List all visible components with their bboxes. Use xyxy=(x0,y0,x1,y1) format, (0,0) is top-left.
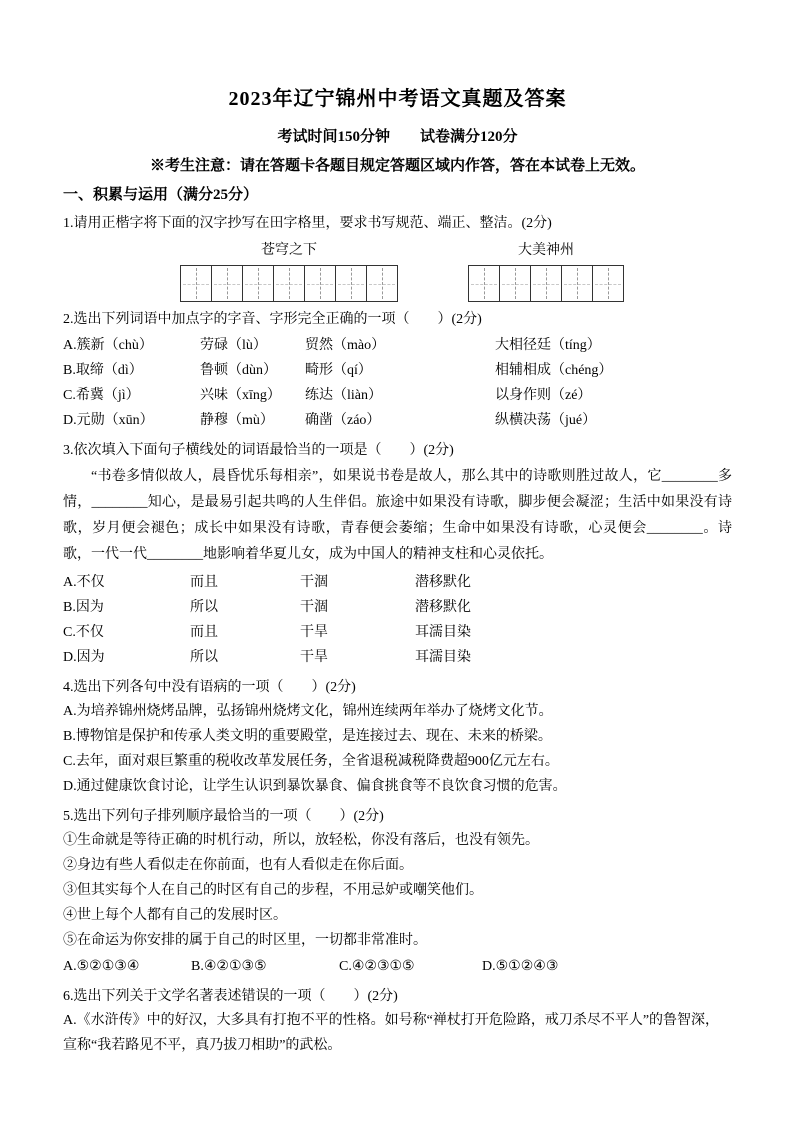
sentence-line: ④世上每个人都有自己的发展时区。 xyxy=(63,908,287,923)
option-cell: C.希冀（jì） xyxy=(63,388,140,403)
tianzige-cell xyxy=(366,265,398,302)
option-line: D.通过健康饮食讨论，让学生认识到暴饮暴食、偏食挑食等不良饮食习惯的危害。 xyxy=(63,779,567,794)
copy-column-right xyxy=(468,239,624,302)
option-cell: 干旱 xyxy=(300,625,328,640)
sentence-line: ①生命就是等待正确的时机行动，所以，放轻松，你没有落后，也没有领先。 xyxy=(63,833,539,848)
tianzige-cell xyxy=(211,265,243,302)
question-1-copy-area xyxy=(63,239,732,302)
option-cell: 劳碌（lù） xyxy=(200,338,267,353)
tianzige-cell xyxy=(304,265,336,302)
option-cell: 潜移默化 xyxy=(415,575,471,590)
option-line: A.为培养锦州烧烤品牌，弘扬锦州烧烤文化，锦州连续两年举办了烧烤文化节。 xyxy=(63,704,553,719)
question-6-text: 6.选出下列关于文学名著表述错误的一项（ ）(2分) xyxy=(63,989,398,1004)
section-heading: 一、积累与运用（满分25分） xyxy=(63,187,259,203)
question-3-options xyxy=(63,570,732,670)
copy-column-left xyxy=(180,239,398,302)
option-cell: 静穆（mù） xyxy=(200,413,274,428)
question-5-text: 5.选出下列句子排列顺序最恰当的一项（ ）(2分) xyxy=(63,809,384,824)
option-line: C.去年，面对艰巨繁重的税收改革发展任务，全省退税减税降费超900亿元左右。 xyxy=(63,754,559,769)
question-5-choices xyxy=(63,954,732,979)
option-cell: 纵横决荡（jué） xyxy=(495,413,597,428)
option-cell: 干涸 xyxy=(300,600,328,615)
option-cell: 畸形（qí） xyxy=(305,363,372,378)
option-cell: 贸然（mào） xyxy=(305,338,386,353)
question-2-text: 2.选出下列词语中加点字的字音、字形完全正确的一项（ ）(2分) xyxy=(63,312,482,327)
option-line: A.《水浒传》中的好汉，大多具有打抱不平的性格。如号称“禅杖打开危险路，戒刀杀尽不平人”的鲁智深，宣称“我若路见不平，真乃拔刀相助”的武松。 xyxy=(63,1013,720,1053)
question-3-passage: “书卷多情似故人，晨昏忧乐每相亲”，如果说书卷是故人，那么其中的诗歌则胜过故人，它________多情，________知心，是最易引起共鸣的人生伴侣。旅途中如果没有诗歌，脚步便会凝涩；生活中如果没有诗歌，岁月便会褪色；成长中如果没有诗歌，青春便会萎缩；生命中如果没有诗歌，心灵便会________。诗歌，一代一代________地影响着华夏儿女，成为中国人的精神支柱和心灵依托。 xyxy=(63,469,732,562)
option-cell: C.④②③①⑤ xyxy=(339,959,415,974)
tianzige-cell xyxy=(561,265,593,302)
sentence-line: ③但其实每个人在自己的时区有自己的步程，不用忌妒或嘲笑他们。 xyxy=(63,883,483,898)
tianzige-cell xyxy=(468,265,500,302)
tianzige-cell xyxy=(499,265,531,302)
option-cell: 鲁顿（dùn） xyxy=(200,363,277,378)
option-cell: 相辅相成（chéng） xyxy=(495,363,613,378)
option-cell: 干涸 xyxy=(300,575,328,590)
tianzige-grid-left xyxy=(180,265,398,302)
option-cell: 而且 xyxy=(190,575,218,590)
tianzige-grid-right xyxy=(468,265,624,302)
copy-phrase-right: 大美神州 xyxy=(518,243,574,258)
option-cell: D.元勋（xūn） xyxy=(63,413,154,428)
option-cell: B.④②①③⑤ xyxy=(191,959,267,974)
tianzige-cell xyxy=(242,265,274,302)
option-cell: D.因为 xyxy=(63,650,105,665)
question-1-text: 1.请用正楷字将下面的汉字抄写在田字格里，要求书写规范、端正、整洁。(2分) xyxy=(63,216,552,231)
copy-phrase-left: 苍穹之下 xyxy=(261,243,317,258)
option-cell: A.⑤②①③④ xyxy=(63,959,140,974)
option-cell: C.不仅 xyxy=(63,625,104,640)
option-cell: 耳濡目染 xyxy=(415,650,471,665)
question-4 xyxy=(63,677,732,799)
tianzige-cell xyxy=(530,265,562,302)
tianzige-cell xyxy=(335,265,367,302)
tianzige-cell xyxy=(180,265,212,302)
question-5 xyxy=(63,806,732,979)
page-title: 2023年辽宁锦州中考语文真题及答案 xyxy=(228,88,567,110)
exam-info: 考试时间150分钟 试卷满分120分 xyxy=(277,129,518,145)
candidate-notice: ※考生注意：请在答题卡各题目规定答题区域内作答，答在本试卷上无效。 xyxy=(149,158,645,174)
question-1 xyxy=(63,213,732,302)
question-6 xyxy=(63,986,732,1058)
option-cell: 干旱 xyxy=(300,650,328,665)
option-cell: A.不仅 xyxy=(63,575,105,590)
option-cell: B.取缔（dì） xyxy=(63,363,143,378)
tianzige-cell xyxy=(592,265,624,302)
sentence-line: ②身边有些人看似走在你前面，也有人看似走在你后面。 xyxy=(63,858,413,873)
option-cell: 所以 xyxy=(190,600,218,615)
option-cell: B.因为 xyxy=(63,600,104,615)
option-line: B.博物馆是保护和传承人类文明的重要殿堂，是连接过去、现在、未来的桥梁。 xyxy=(63,729,552,744)
question-3-text: 3.依次填入下面句子横线处的词语最恰当的一项是（ ）(2分) xyxy=(63,443,454,458)
option-cell: 所以 xyxy=(190,650,218,665)
question-2 xyxy=(63,309,732,433)
sentence-line: ⑤在命运为你安排的属于自己的时区里，一切都非常准时。 xyxy=(63,933,427,948)
option-cell: 兴味（xīng） xyxy=(200,388,281,403)
option-cell: 大相径廷（tíng） xyxy=(495,338,601,353)
option-cell: 耳濡目染 xyxy=(415,625,471,640)
option-cell: 练达（liàn） xyxy=(305,388,382,403)
question-3 xyxy=(63,440,732,670)
tianzige-cell xyxy=(273,265,305,302)
option-cell: 以身作则（zé） xyxy=(495,388,592,403)
option-cell: 而且 xyxy=(190,625,218,640)
option-cell: 确凿（záo） xyxy=(305,413,381,428)
option-cell: 潜移默化 xyxy=(415,600,471,615)
option-cell: D.⑤①②④③ xyxy=(482,959,559,974)
option-cell: A.簇新（chù） xyxy=(63,338,153,353)
question-2-options xyxy=(63,333,732,433)
question-4-text: 4.选出下列各句中没有语病的一项（ ）(2分) xyxy=(63,680,356,695)
